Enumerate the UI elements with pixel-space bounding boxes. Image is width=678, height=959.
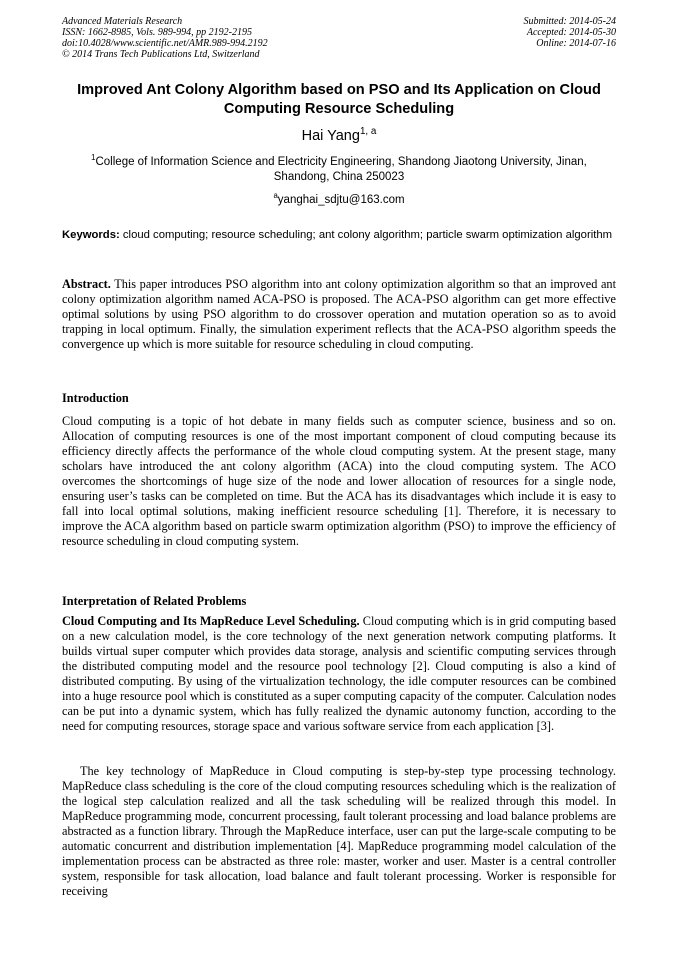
affiliation-text: College of Information Science and Electricity Engineering, Shandong Jiaotong University, Jinan, Shandong, China 250023 <box>95 156 587 183</box>
journal-doi[interactable]: doi:10.4028/www.scientific.net/AMR.989-994.2192 <box>62 38 268 49</box>
paragraph-1-text: Cloud computing which is in grid computing based on a new calculation model, is the core technology of the next generation network computing platforms. It builds virtual super computer which provides data storage, analysis and scientific computing services through the distributed computing model and the resource pool technology [2]. Cloud computing is also a kind of distributed computing. By using of the virtualization technology, the idle computer resources can be combined into a huge resource pool which is constituted as a super computing capacity of the computer. Calculation nodes can be put into a dynamic system, which has fully realized the dynamic autonomy function, according to the need for computing resources, storage space and various software service from each application [3]. <box>62 614 617 733</box>
interpretation-paragraph-2 <box>62 764 616 899</box>
author-line <box>62 127 616 145</box>
keywords-label: Keywords: <box>62 229 120 241</box>
email-address[interactable]: yanghai_sdjtu@163.com <box>277 194 405 206</box>
journal-name: Advanced Materials Research <box>62 16 183 27</box>
author-marks: 1, a <box>359 126 377 138</box>
journal-issn: ISSN: 1662-8985, Vols. 989-994, pp 2192-2195 <box>62 27 252 38</box>
date-submitted: Submitted: 2014-05-24 <box>523 16 616 27</box>
paper-title: Improved Ant Colony Algorithm based on PSO and Its Application on Cloud Computing Resource Scheduling <box>77 82 601 117</box>
author-name: Hai Yang <box>301 128 360 144</box>
keywords <box>62 228 616 243</box>
journal-header <box>62 16 268 60</box>
keywords-text: cloud computing; resource scheduling; ant colony algorithm; particle swarm optimization algorithm <box>122 229 613 241</box>
interpretation-heading: Interpretation of Related Problems <box>62 594 247 608</box>
abstract <box>62 277 616 352</box>
cloud-mapreduce-subheading: Cloud Computing and Its MapReduce Level Scheduling. <box>62 614 360 628</box>
paragraph-2-text: The key technology of MapReduce in Cloud computing is step-by-step type processing technology. MapReduce class scheduling is the core of the cloud computing resources scheduling which is the realization of the logical step calculation realized and all the task scheduling will be realized through this model. In MapReduce programming mode, concurrent processing, fault tolerant processing and load balance problems are abstracted as a function library. Through the MapReduce interface, user can put the large-scale computing to be automatic concurrent and distribution implementation [4]. MapReduce programming model calculation of the implementation process can be abstracted as three role: master, worker and user. Master is a central controller system, responsible for task allocation, load balance and fault tolerant processing. Worker is responsible for receiving <box>62 764 616 898</box>
abstract-label: Abstract. <box>62 277 111 291</box>
affiliation <box>62 155 616 185</box>
introduction-body <box>62 414 616 549</box>
interpretation-paragraph-1 <box>62 614 616 734</box>
email-mark: a <box>273 191 278 201</box>
affiliation-mark: 1 <box>91 153 96 163</box>
introduction-text: Cloud computing is a topic of hot debate in many fields such as computer science, business and so on. Allocation of computing resources is one of the most important component of cloud computing because its efficiency directly affects the performance of the whole cloud computing system. At the present stage, many scholars have introduced the ant colony algorithm (ACA) into the cloud computing system. The ACO overcomes the shortcomings of huge size of the node and lower allocation of resources for a single node, ensuring user’s tasks can be completed on time. But the ACA has its disadvantages which include it is easy to fall into local optimal solutions, making inefficient resource scheduling [1]. Therefore, it is necessary to improve the ACA algorithm based on particle swarm optimization algorithm (PSO) to improve the efficiency of resource scheduling in cloud computing system. <box>62 414 616 548</box>
abstract-text: This paper introduces PSO algorithm into ant colony optimization algorithm so that an improved ant colony optimization algorithm named ACA-PSO is proposed. The ACA-PSO algorithm can get more effective optimal solutions by using PSO algorithm to do crossover operation and mutation operation so as to avoid trapping in local optimum. Finally, the simulation experiment reflects that the ACA-PSO algorithm speeds the convergence up which is more suitable for resource scheduling in cloud computing. <box>62 277 616 351</box>
date-online: Online: 2014-07-16 <box>536 38 616 49</box>
introduction-heading: Introduction <box>62 391 129 405</box>
date-accepted: Accepted: 2014-05-30 <box>526 27 616 38</box>
author-email <box>62 193 616 207</box>
publication-dates <box>524 16 617 49</box>
journal-copyright: © 2014 Trans Tech Publications Ltd, Switzerland <box>62 49 260 60</box>
